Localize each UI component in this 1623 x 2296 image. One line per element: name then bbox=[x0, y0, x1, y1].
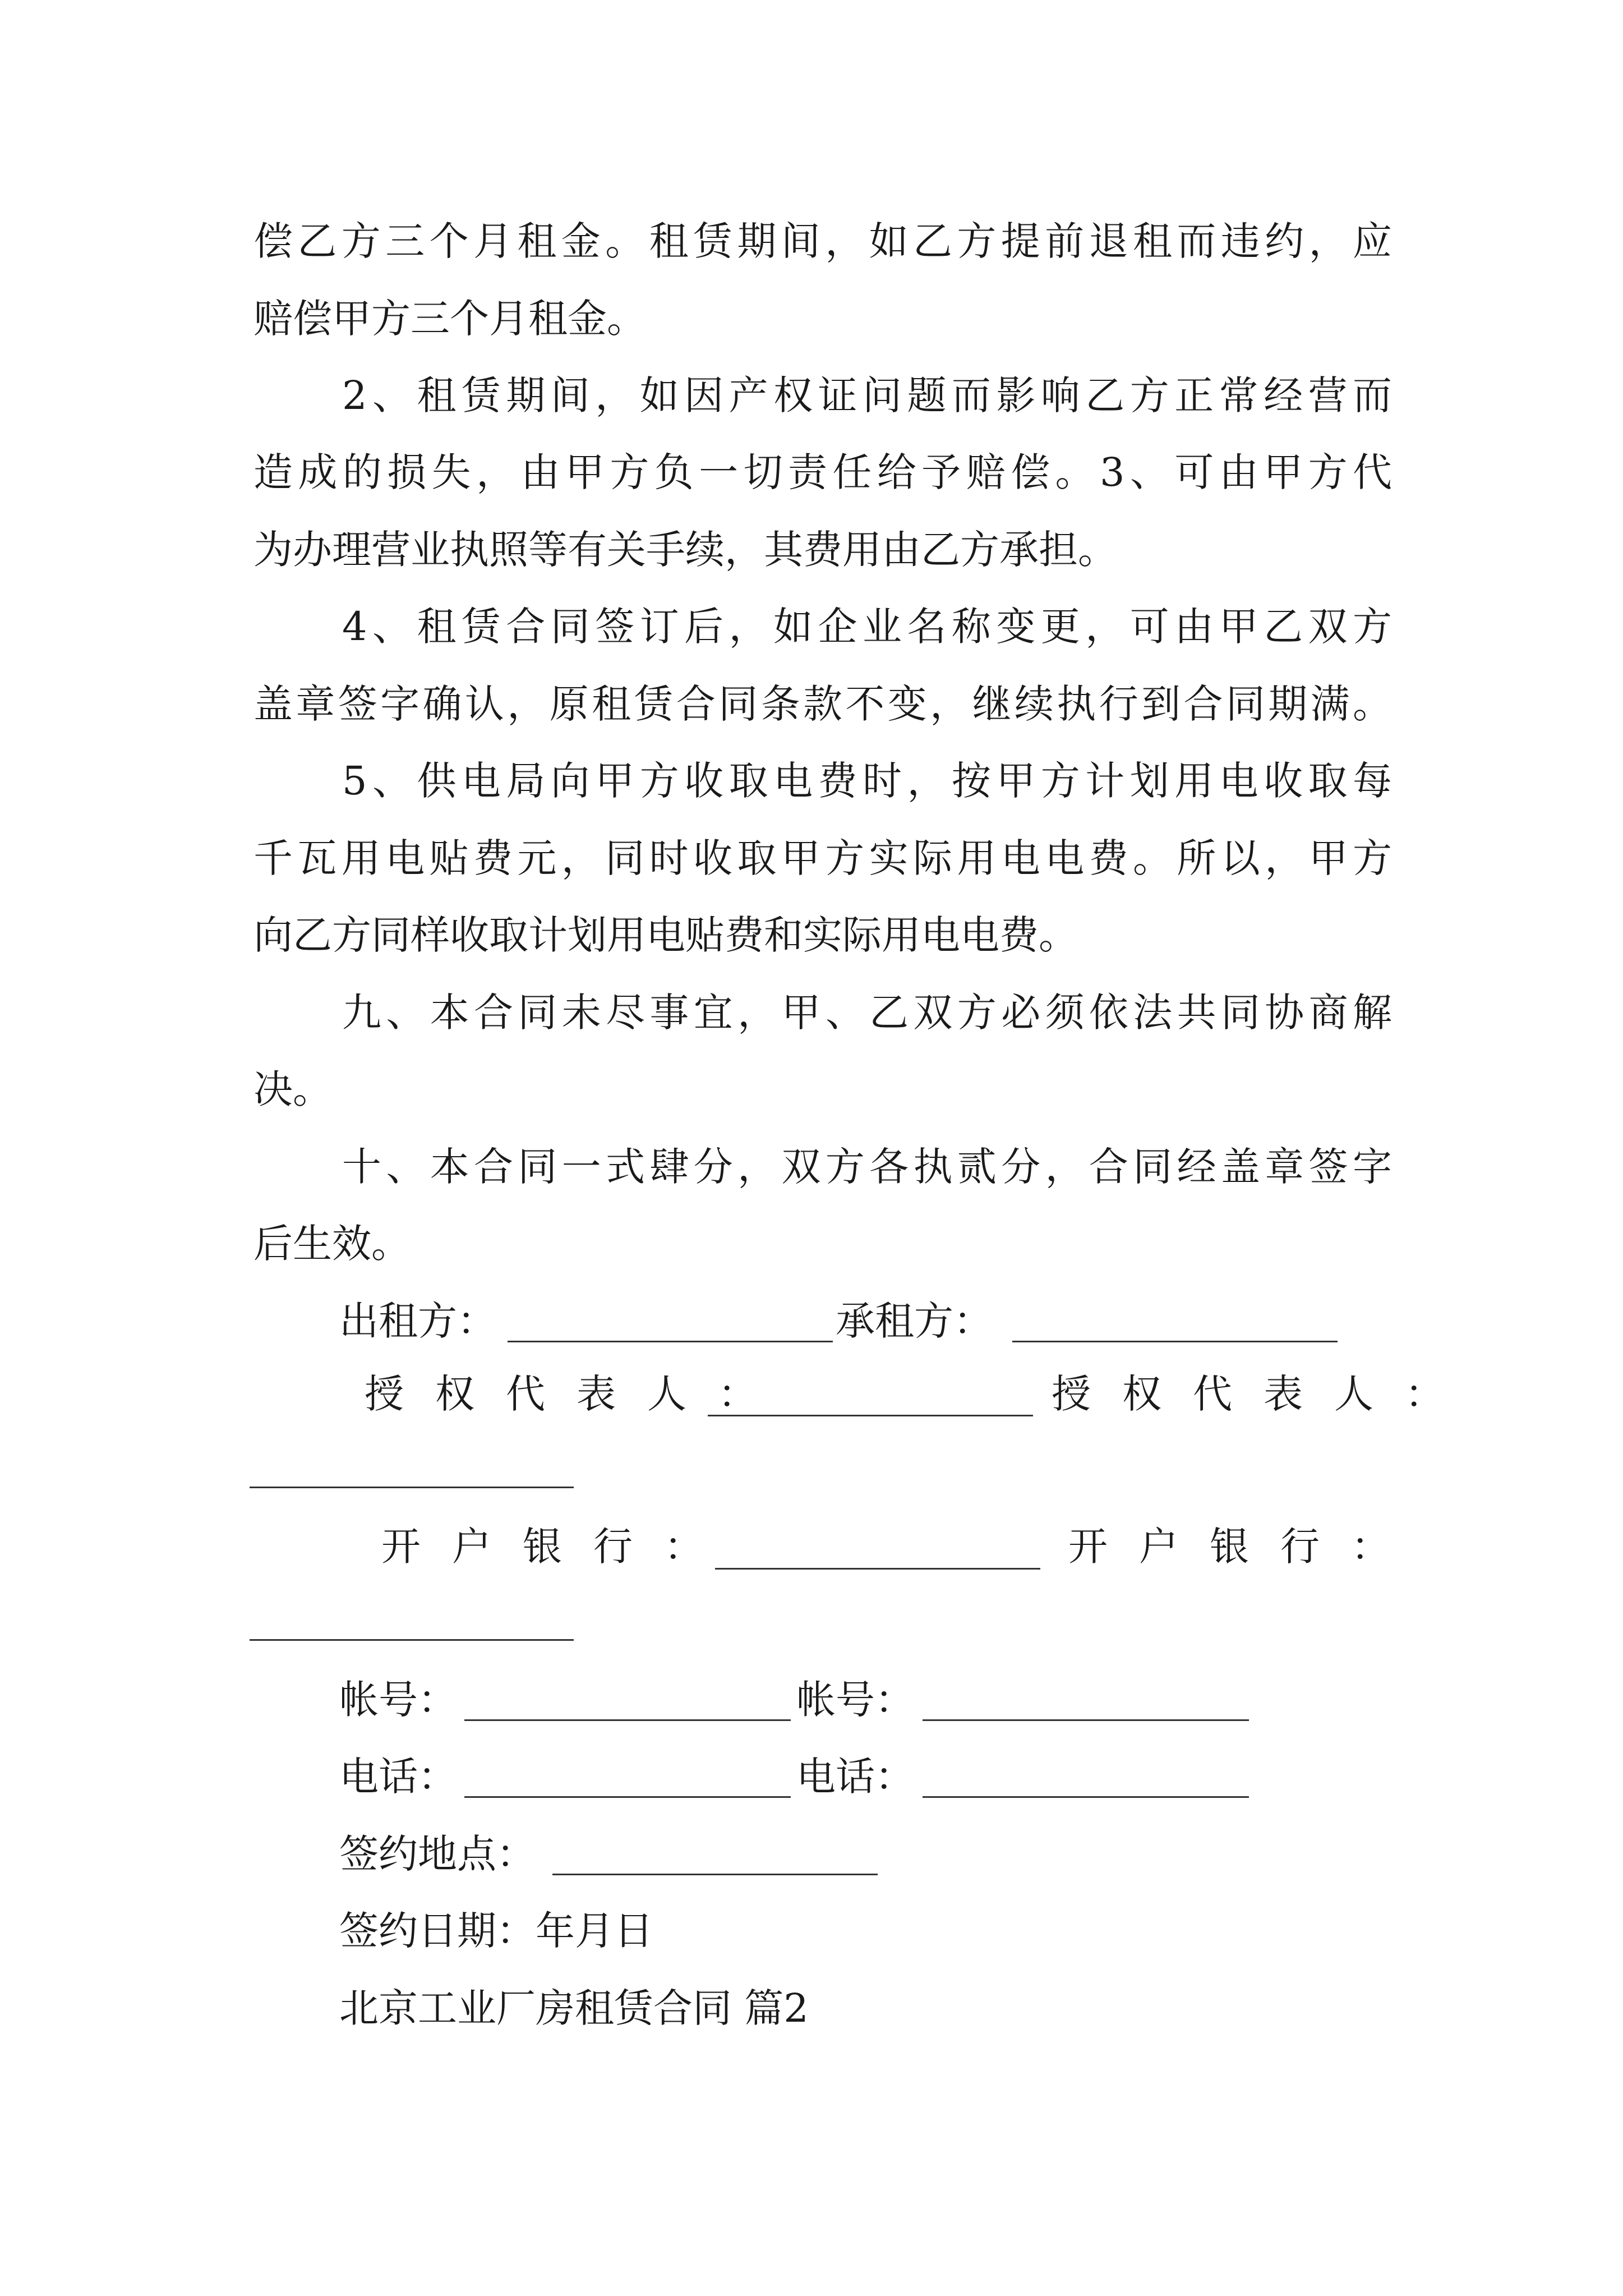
paragraph-line: 向乙方同样收取计划用电贴费和实际用电电费。 bbox=[253, 912, 1078, 958]
paragraph-line: 千瓦用电贴费元，同时收取甲方实际用电电费。所以，甲方 bbox=[253, 835, 1392, 881]
paragraph-line: 决。 bbox=[253, 1066, 332, 1112]
lessor-blank bbox=[508, 1341, 833, 1342]
rep-blank-lessee bbox=[250, 1487, 574, 1488]
rep-label-lessee: 授权代表人： bbox=[1052, 1371, 1476, 1417]
paragraph-line: 5、供电局向甲方收取电费时，按甲方计划用电收取每 bbox=[342, 758, 1392, 804]
paragraph-line: 为办理营业执照等有关手续，其费用由乙方承担。 bbox=[253, 527, 1117, 573]
paragraph-line: 十、本合同一式肆分，双方各执贰分，合同经盖章签字 bbox=[342, 1144, 1392, 1190]
paragraph-line: 偿乙方三个月租金。租赁期间，如乙方提前退租而违约，应 bbox=[253, 218, 1392, 264]
signing-place-blank bbox=[552, 1874, 878, 1875]
account-label-lessee: 帐号： bbox=[796, 1677, 914, 1723]
bank-blank-lessor bbox=[715, 1568, 1040, 1570]
paragraph-line: 赔偿甲方三个月租金。 bbox=[253, 296, 646, 342]
bank-blank-lessee bbox=[250, 1639, 574, 1641]
rep-blank-lessor bbox=[708, 1415, 1033, 1416]
lessee-label: 承租方： bbox=[836, 1298, 993, 1344]
phone-blank-lessee bbox=[923, 1796, 1249, 1798]
bank-label-lessee: 开户银行： bbox=[1068, 1524, 1422, 1570]
paragraph-line: 盖章签字确认，原租赁合同条款不变，继续执行到合同期满。 bbox=[253, 681, 1392, 727]
lessee-blank bbox=[1012, 1341, 1338, 1342]
paragraph-line: 九、本合同未尽事宜，甲、乙双方必须依法共同协商解 bbox=[342, 990, 1392, 1036]
paragraph-line: 后生效。 bbox=[253, 1221, 411, 1267]
phone-label-lessee: 电话： bbox=[796, 1754, 914, 1800]
account-label-lessor: 帐号： bbox=[339, 1677, 457, 1723]
account-blank-lessor bbox=[464, 1719, 791, 1721]
rep-label-lessor: 授权代表人： bbox=[365, 1371, 789, 1417]
lessor-label: 出租方： bbox=[339, 1298, 496, 1344]
paragraph-line: 2、租赁期间，如因产权证问题而影响乙方正常经营而 bbox=[342, 372, 1392, 418]
phone-label-lessor: 电话： bbox=[339, 1754, 457, 1800]
account-blank-lessee bbox=[923, 1719, 1249, 1721]
paragraph-line: 4、租赁合同签订后，如企业名称变更，可由甲乙双方 bbox=[342, 604, 1392, 650]
signing-place-label: 签约地点： bbox=[339, 1831, 536, 1877]
next-section-title: 北京工业厂房租赁合同 篇2 bbox=[339, 1985, 809, 2031]
phone-blank-lessor bbox=[464, 1796, 791, 1798]
bank-label-lessor: 开户银行： bbox=[381, 1524, 735, 1570]
paragraph-line: 造成的损失，由甲方负一切责任给予赔偿。3、可由甲方代 bbox=[253, 449, 1392, 495]
signing-date-label: 签约日期：年月日 bbox=[339, 1908, 653, 1954]
